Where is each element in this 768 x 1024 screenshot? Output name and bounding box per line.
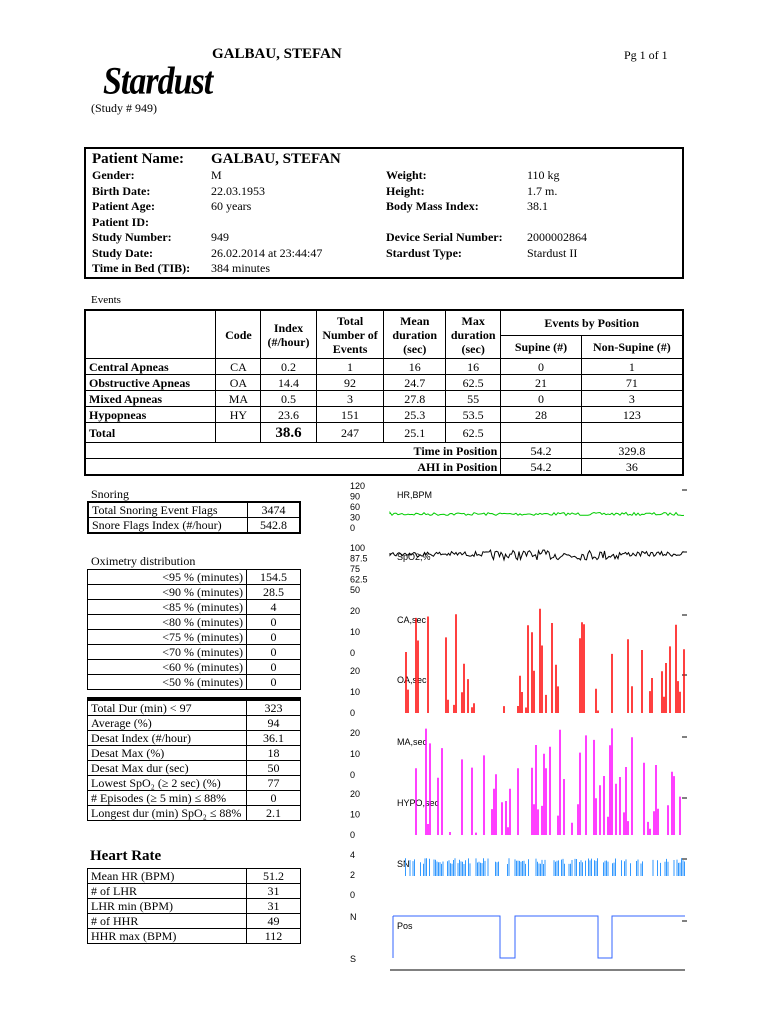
trace-channel-label: OA,sec [397, 675, 427, 685]
row-value: 323 [247, 701, 301, 716]
table-row [85, 443, 683, 459]
time-in-position-label: Time in Position [85, 443, 501, 459]
table-row [85, 459, 683, 476]
row-value: 0 [247, 675, 301, 690]
row-label: # of HHR [88, 914, 247, 929]
trace-tick-label: 60 [350, 502, 361, 512]
table-row [85, 407, 683, 423]
patient-field-value: 110 kg [527, 168, 560, 182]
trace-tick-label: 0 [350, 648, 356, 658]
event-mean-cell: 25.3 [384, 407, 446, 423]
table-row [88, 701, 301, 716]
events-header-code: Code [216, 310, 261, 359]
table-row [88, 869, 301, 884]
patient-field-value: 949 [211, 230, 229, 244]
trace-tick-label: 20 [350, 666, 361, 676]
table-row [88, 675, 301, 690]
patient-field-label: Height: [386, 183, 425, 198]
ca-oa-events-trace [406, 609, 684, 713]
row-label: <80 % (minutes) [88, 615, 247, 630]
row-label: Mean HR (BPM) [88, 869, 247, 884]
row-label: HHR max (BPM) [88, 929, 247, 944]
patient-field-label: Patient ID: [92, 214, 149, 229]
row-label: Longest dur (min) SpO₂ ≤ 88% [88, 806, 247, 821]
table-row [88, 731, 301, 746]
trace-tick-label: 20 [350, 728, 361, 738]
event-total-cell: 1 [316, 359, 384, 375]
trace-tick-label: 20 [350, 606, 361, 616]
event-name-cell: Hypopneas [85, 407, 216, 423]
row-value: 18 [247, 746, 301, 761]
row-label: # Episodes (≥ 5 min) ≤ 88% [88, 791, 247, 806]
row-value: 49 [247, 914, 301, 929]
event-total-code [216, 423, 261, 443]
patient-field-label: Time in Bed (TIB): [92, 261, 191, 275]
row-value: 0 [247, 660, 301, 675]
events-header-non-supine: Non-Supine (#) [581, 336, 683, 359]
trace-tick-label: 0 [350, 770, 356, 780]
events-header-total: Total Number of Events [316, 310, 384, 359]
row-value: 31 [247, 884, 301, 899]
stardust-logo: Stardust [103, 60, 213, 103]
event-name-cell: Central Apneas [85, 359, 216, 375]
event-total-supine [501, 423, 581, 443]
table-row [88, 884, 301, 899]
event-index-cell: 14.4 [261, 375, 316, 391]
table-row [88, 570, 301, 585]
events-table [84, 309, 684, 476]
event-non_supine-cell: 123 [581, 407, 683, 423]
patient-info-box [84, 147, 684, 279]
row-value: 2.1 [247, 806, 301, 821]
event-index-cell: 23.6 [261, 407, 316, 423]
event-total-mean: 25.1 [384, 423, 446, 443]
event-code-cell: MA [216, 391, 261, 407]
events-header-supine: Supine (#) [501, 336, 581, 359]
time-in-position-supine: 54.2 [501, 443, 581, 459]
event-max-cell: 55 [446, 391, 501, 407]
event-name-cell: Mixed Apneas [85, 391, 216, 407]
trace-tick-label: S [350, 954, 357, 964]
table-row [88, 645, 301, 660]
row-label: Desat Max (%) [88, 746, 247, 761]
row-label: <90 % (minutes) [88, 585, 247, 600]
row-value: 112 [247, 929, 301, 944]
table-row [88, 929, 301, 944]
trace-tick-label: 10 [350, 687, 361, 697]
event-max-cell: 62.5 [446, 375, 501, 391]
event-total-cell: 92 [316, 375, 384, 391]
row-label: Average (%) [88, 716, 247, 731]
table-row [88, 600, 301, 615]
row-label: <95 % (minutes) [88, 570, 247, 585]
patient-field-value: 60 years [211, 199, 252, 213]
table-row [85, 423, 683, 443]
trace-tick-label: 0 [350, 523, 356, 533]
row-value: 31 [247, 899, 301, 914]
events-header-by-position: Events by Position [501, 310, 683, 336]
row-label: <60 % (minutes) [88, 660, 247, 675]
row-label: Snore Flags Index (#/hour) [88, 518, 248, 534]
table-row [88, 914, 301, 929]
trace-channel-label: CA,sec [397, 615, 427, 625]
table-row [88, 899, 301, 914]
row-value: 0 [247, 630, 301, 645]
event-non_supine-cell: 71 [581, 375, 683, 391]
table-row [85, 375, 683, 391]
event-code-cell: OA [216, 375, 261, 391]
events-header-blank [85, 310, 216, 359]
trace-tick-label: N [350, 912, 357, 922]
heart-rate-title: Heart Rate [90, 848, 162, 864]
events-section-label: Events [91, 294, 121, 306]
page-number: Pg 1 of 1 [624, 48, 668, 62]
patient-field-label: Patient Age: [92, 199, 155, 213]
snoring-title: Snoring [91, 487, 130, 501]
event-supine-cell: 21 [501, 375, 581, 391]
trace-tick-label: 100 [350, 543, 366, 553]
row-value: 542.8 [248, 518, 301, 534]
event-code-cell: HY [216, 407, 261, 423]
patient-field-label: Stardust Type: [386, 245, 462, 260]
ahi-in-position-supine: 54.2 [501, 459, 581, 476]
table-row [88, 776, 301, 791]
trace-tick-label: 10 [350, 749, 361, 759]
ahi-in-position-label: AHI in Position [85, 459, 501, 476]
trace-tick-label: 62.5 [350, 574, 368, 585]
row-value: 0 [247, 645, 301, 660]
row-value: 0 [247, 791, 301, 806]
row-label: Lowest SpO₂ (≥ 2 sec) (%) [88, 776, 247, 791]
trace-tick-label: 0 [350, 830, 356, 840]
event-supine-cell: 0 [501, 359, 581, 375]
row-value: 4 [247, 600, 301, 615]
trace-tick-label: 10 [350, 809, 361, 820]
position-trace [393, 916, 685, 958]
event-index-cell: 0.5 [261, 391, 316, 407]
event-code-cell: CA [216, 359, 261, 375]
row-value: 77 [247, 776, 301, 791]
trace-tick-label: 75 [350, 564, 361, 574]
patient-name-value: GALBAU, STEFAN [211, 151, 341, 167]
trace-channel-label: SN [397, 859, 410, 869]
patient-field-value: M [211, 168, 222, 182]
row-label: Desat Max dur (sec) [88, 761, 247, 776]
table-row [88, 660, 301, 675]
signal-traces-chart [340, 478, 690, 978]
trace-tick-label: 2 [350, 870, 356, 880]
event-index-cell: 0.2 [261, 359, 316, 375]
trace-channel-label: HR,BPM [397, 490, 433, 500]
oximetry-distribution-table [87, 569, 301, 690]
oximetry-title: Oximetry distribution [91, 554, 196, 568]
snoring-trace [406, 858, 685, 876]
event-mean-cell: 27.8 [384, 391, 446, 407]
trace-tick-label: 90 [350, 491, 361, 502]
patient-field-value: Stardust II [527, 245, 578, 260]
row-value: 36.1 [247, 731, 301, 746]
event-total-label: Total [85, 423, 216, 443]
trace-tick-label: 10 [350, 627, 361, 637]
patient-field-value: 26.02.2014 at 23:44:47 [211, 245, 323, 260]
study-number-caption: (Study # 949) [91, 101, 157, 115]
row-label: LHR min (BPM) [88, 899, 247, 914]
trace-channel-label: Pos [397, 921, 413, 931]
row-label: <50 % (minutes) [88, 675, 247, 690]
patient-field-label: Device Serial Number: [386, 230, 503, 244]
event-total-cell: 151 [316, 407, 384, 423]
event-total-count: 247 [316, 423, 384, 443]
ahi-in-position-non-supine: 36 [581, 459, 683, 476]
snoring-table [87, 501, 301, 534]
patient-field-value: 38.1 [527, 199, 548, 213]
patient-field-label: Study Number: [92, 230, 172, 244]
trace-tick-label: 87.5 [350, 553, 368, 564]
row-value: 28.5 [247, 585, 301, 600]
event-max-cell: 16 [446, 359, 501, 375]
table-row [88, 716, 301, 731]
ma-hypo-events-trace [416, 728, 680, 835]
trace-tick-label: 0 [350, 890, 356, 900]
table-row [88, 630, 301, 645]
patient-field-value: 2000002864 [527, 230, 587, 244]
table-row [88, 585, 301, 600]
event-non_supine-cell: 3 [581, 391, 683, 407]
event-supine-cell: 28 [501, 407, 581, 423]
table-row [88, 615, 301, 630]
event-max-cell: 53.5 [446, 407, 501, 423]
trace-tick-label: 0 [350, 708, 356, 718]
patient-field-value: 384 minutes [211, 261, 270, 275]
event-mean-cell: 16 [384, 359, 446, 375]
header-patient-name: GALBAU, STEFAN [212, 46, 342, 62]
row-label: <70 % (minutes) [88, 645, 247, 660]
table-row [88, 791, 301, 806]
row-label: Desat Index (#/hour) [88, 731, 247, 746]
patient-name-label: Patient Name: [92, 151, 185, 167]
table-row [88, 518, 300, 534]
row-value: 50 [247, 761, 301, 776]
time-in-position-non-supine: 329.8 [581, 443, 683, 459]
table-row [85, 391, 683, 407]
events-header-index: Index (#/hour) [261, 310, 316, 359]
event-name-cell: Obstructive Apneas [85, 375, 216, 391]
table-row [88, 746, 301, 761]
heart-rate-table [87, 868, 301, 944]
oximetry-stats-table [87, 700, 301, 821]
row-value: 94 [247, 716, 301, 731]
events-header-max: Max duration (sec) [446, 310, 501, 359]
trace-tick-label: 120 [350, 481, 366, 491]
table-row [88, 502, 300, 518]
spo2-trace [390, 550, 684, 560]
patient-field-label: Body Mass Index: [386, 199, 479, 213]
patient-field-value: 22.03.1953 [211, 183, 265, 198]
table-row [88, 761, 301, 776]
patient-field-label: Gender: [92, 168, 135, 182]
hr-trace [390, 513, 684, 516]
trace-channel-label: MA,sec [397, 737, 428, 747]
event-total-non-supine [581, 423, 683, 443]
trace-tick-label: 30 [350, 512, 361, 523]
trace-tick-label: 4 [350, 850, 356, 860]
trace-tick-label: 20 [350, 789, 361, 799]
row-value: 3474 [248, 502, 301, 518]
trace-tick-label: 50 [350, 585, 361, 595]
row-label: <75 % (minutes) [88, 630, 247, 645]
table-row [88, 806, 301, 821]
event-mean-cell: 24.7 [384, 375, 446, 391]
patient-field-value: 1.7 m. [527, 183, 558, 198]
patient-field-label: Study Date: [92, 245, 154, 260]
trace-channel-label: SpO2,% [397, 552, 431, 562]
patient-field-label: Weight: [386, 168, 427, 182]
events-header-mean: Mean duration (sec) [384, 310, 446, 359]
trace-channel-label: HYPO,sec [397, 798, 440, 808]
row-label: Total Snoring Event Flags [88, 502, 248, 518]
row-value: 0 [247, 615, 301, 630]
table-row [85, 359, 683, 375]
row-label: Total Dur (min) < 97 [88, 701, 247, 716]
row-label: # of LHR [88, 884, 247, 899]
event-total-index: 38.6 [261, 423, 316, 443]
row-value: 51.2 [247, 869, 301, 884]
event-supine-cell: 0 [501, 391, 581, 407]
row-label: <85 % (minutes) [88, 600, 247, 615]
event-total-max: 62.5 [446, 423, 501, 443]
event-total-cell: 3 [316, 391, 384, 407]
patient-field-label: Birth Date: [92, 183, 151, 198]
row-value: 154.5 [247, 570, 301, 585]
event-non_supine-cell: 1 [581, 359, 683, 375]
